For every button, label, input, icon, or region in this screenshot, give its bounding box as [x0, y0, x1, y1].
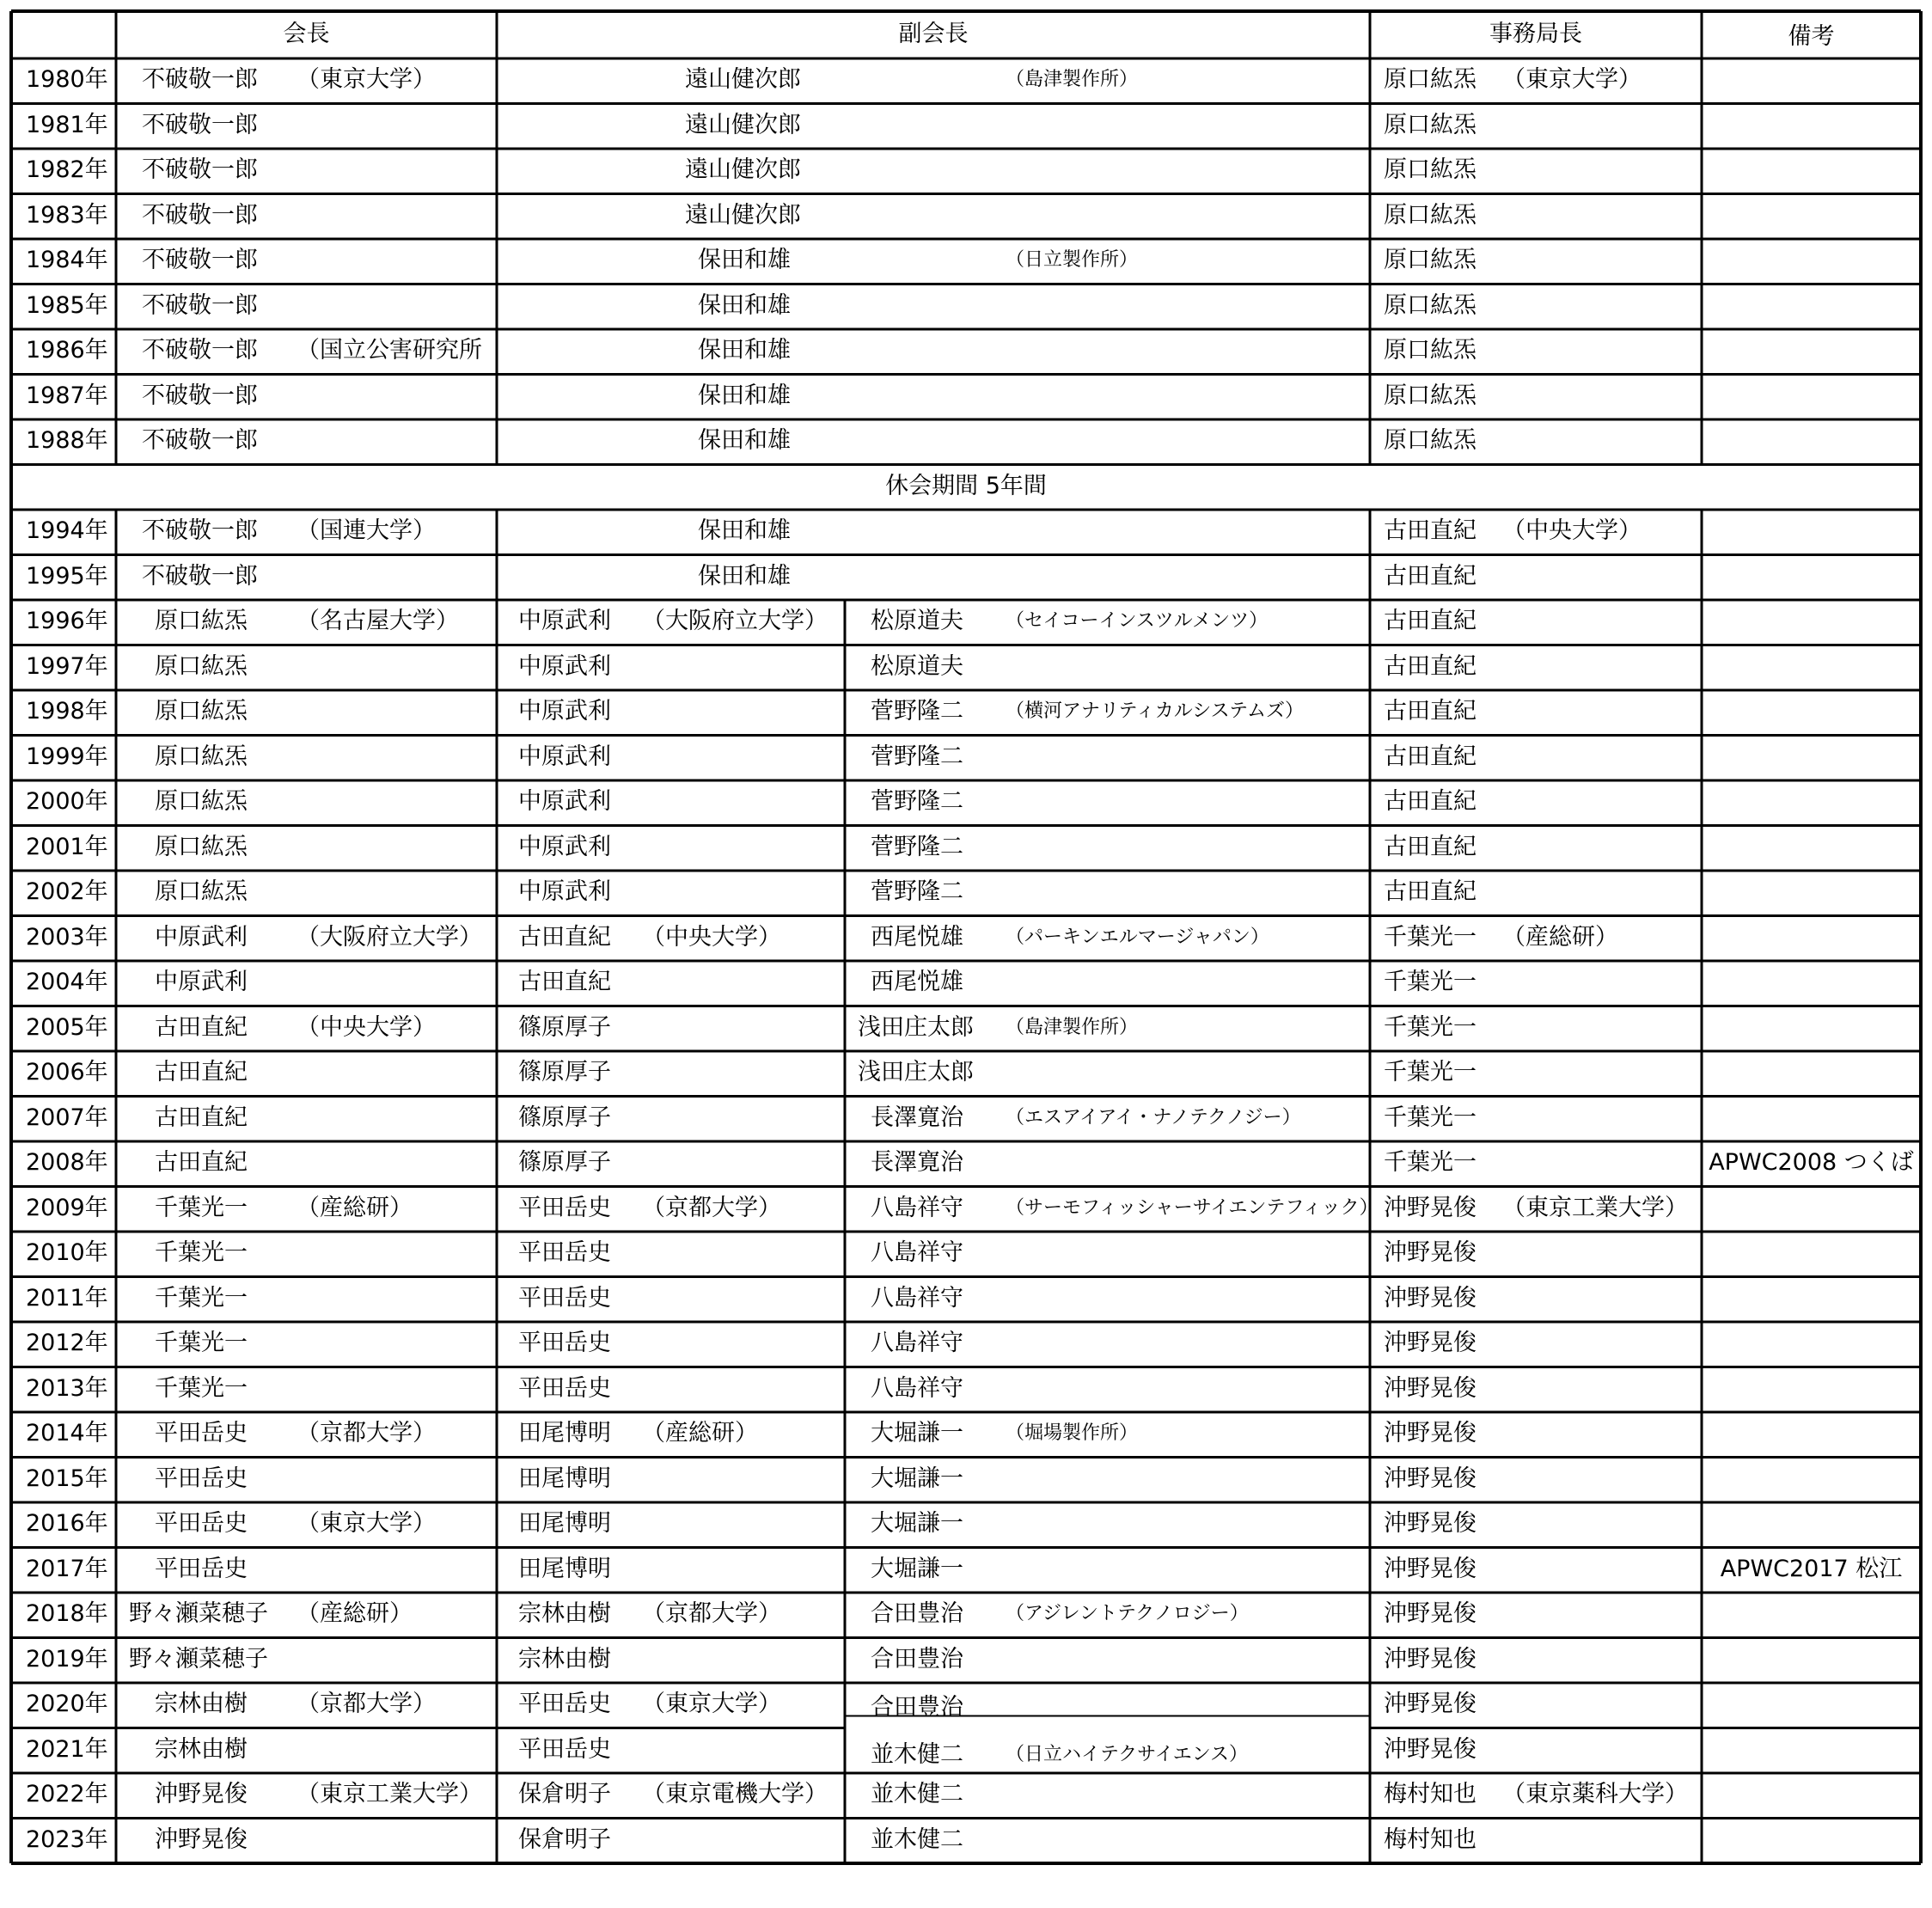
president-name: 不破敬一郎: [142, 66, 258, 94]
president-affiliation: （産総研）: [297, 1194, 413, 1221]
president-name: 沖野晃俊: [155, 1825, 248, 1853]
vice-president-1-affiliation: （京都大学）: [642, 1194, 781, 1221]
president-name: 原口紘炁: [155, 833, 248, 860]
year-cell: 2020年: [26, 1691, 108, 1718]
vice-president-affiliation: （日立製作所）: [1006, 249, 1139, 272]
vice-president-1-name: 田尾博明: [518, 1465, 611, 1492]
president-name: 不破敬一郎: [142, 427, 258, 455]
president-name: 野々瀬菜穂子: [129, 1645, 268, 1673]
secretary-name: 原口紘炁: [1384, 427, 1477, 455]
year-cell: 2016年: [26, 1510, 108, 1538]
secretary-name: 原口紘炁: [1384, 291, 1477, 319]
president-name: 沖野晃俊: [155, 1781, 248, 1808]
vice-president-1-name: 篠原厚子: [518, 1013, 611, 1041]
vice-president-1-name: 中原武利: [518, 652, 611, 680]
year-cell: 2002年: [26, 878, 108, 906]
vice-president-1-name: 保倉明子: [518, 1781, 611, 1808]
secretary-name: 古田直紀: [1384, 562, 1477, 590]
secretary-name: 沖野晃俊: [1384, 1194, 1477, 1221]
secretary-name: 梅村知也: [1384, 1781, 1477, 1808]
secretary-name: 古田直紀: [1384, 833, 1477, 860]
vice-president-name: 遠山健次郎: [685, 201, 801, 229]
secretary-affiliation: （東京大学）: [1502, 66, 1642, 94]
president-name: 平田岳史: [155, 1465, 248, 1492]
president-affiliation: （国立公害研究所: [297, 337, 482, 364]
vice-president-2-affiliation: （堀場製作所）: [1006, 1422, 1139, 1445]
vice-president-1-name: 中原武利: [518, 788, 611, 816]
vice-president-name: 保田和雄: [698, 562, 791, 590]
secretary-name: 千葉光一: [1384, 969, 1477, 996]
vice-president-name: 保田和雄: [698, 291, 791, 319]
secretary-name: 千葉光一: [1384, 1013, 1477, 1041]
year-cell: 1996年: [26, 608, 108, 635]
vice-president-1-name: 平田岳史: [518, 1330, 611, 1357]
year-cell: 1997年: [26, 652, 108, 680]
year-cell: 2012年: [26, 1330, 108, 1357]
president-name: 原口紘炁: [155, 743, 248, 770]
vice-president-2-name: 並木健二: [871, 1781, 963, 1808]
secretary-name: 沖野晃俊: [1384, 1555, 1477, 1582]
vice-president-2-name: 並木健二: [871, 1825, 963, 1853]
vice-president-2-name: 浅田庄太郎: [858, 1059, 974, 1086]
secretary-name: 沖野晃俊: [1384, 1600, 1477, 1628]
year-cell: 2003年: [26, 923, 108, 951]
president-affiliation: （名古屋大学）: [297, 608, 459, 635]
vice-president-2-name: 大堀謙一: [871, 1555, 963, 1582]
president-name: 宗林由樹: [155, 1691, 248, 1718]
president-name: 原口紘炁: [155, 788, 248, 816]
vice-president-2-name: 西尾悦雄: [871, 969, 963, 996]
secretary-name: 千葉光一: [1384, 923, 1477, 951]
header-secretary: 事務局長: [1489, 20, 1582, 47]
vice-president-1-name: 田尾博明: [518, 1555, 611, 1582]
secretary-affiliation: （中央大学）: [1502, 517, 1642, 545]
president-name: 不破敬一郎: [142, 156, 258, 184]
president-name: 不破敬一郎: [142, 562, 258, 590]
vice-president-2-name: 合田豊治: [871, 1600, 963, 1628]
vice-president-2-name: 浅田庄太郎: [858, 1013, 974, 1041]
president-name: 中原武利: [155, 923, 248, 951]
year-cell: 2021年: [26, 1735, 108, 1763]
vice-president-1-name: 平田岳史: [518, 1194, 611, 1221]
header-vice-president: 副会長: [898, 20, 969, 47]
vice-president-affiliation: （島津製作所）: [1006, 69, 1139, 91]
year-cell: 1980年: [26, 66, 108, 94]
vice-president-2-name: 八島祥守: [871, 1330, 963, 1357]
year-cell: 1984年: [26, 247, 108, 274]
vice-president-1-name: 篠原厚子: [518, 1059, 611, 1086]
secretary-name: 沖野晃俊: [1384, 1239, 1477, 1267]
secretary-name: 沖野晃俊: [1384, 1645, 1477, 1673]
year-cell: 1999年: [26, 743, 108, 770]
vice-president-2-name: 八島祥守: [871, 1239, 963, 1267]
year-cell: 2007年: [26, 1104, 108, 1131]
vice-president-name: 遠山健次郎: [685, 156, 801, 184]
year-cell: 2010年: [26, 1239, 108, 1267]
secretary-name: 千葉光一: [1384, 1149, 1477, 1177]
president-name: 野々瀬菜穂子: [129, 1600, 268, 1628]
year-cell: 2019年: [26, 1645, 108, 1673]
president-affiliation: （大阪府立大学）: [297, 923, 482, 951]
notes-cell: APWC2017 松江: [1720, 1555, 1903, 1582]
president-name: 不破敬一郎: [142, 201, 258, 229]
vice-president-1-affiliation: （東京電機大学）: [642, 1781, 828, 1808]
vice-president-2-affiliation: （横河アナリティカルシステムズ）: [1006, 700, 1305, 723]
vice-president-2-name: 菅野隆二: [871, 788, 963, 816]
vice-president-1-affiliation: （中央大学）: [642, 923, 781, 951]
vice-president-2-name: 菅野隆二: [871, 833, 963, 860]
vice-president-1-name: 篠原厚子: [518, 1104, 611, 1131]
president-name: 不破敬一郎: [142, 337, 258, 364]
vice-president-2-affiliation: （エスアイアイ・ナノテクノジー）: [1006, 1106, 1301, 1128]
vice-president-2-affiliation: （セイコーインスツルメンツ）: [1006, 610, 1269, 633]
vice-president-1-name: 平田岳史: [518, 1374, 611, 1402]
secretary-name: 古田直紀: [1384, 788, 1477, 816]
president-name: 古田直紀: [155, 1059, 248, 1086]
year-cell: 2009年: [26, 1194, 108, 1221]
vice-president-name: 保田和雄: [698, 382, 791, 409]
president-name: 不破敬一郎: [142, 517, 258, 545]
year-cell: 2013年: [26, 1374, 108, 1402]
year-cell: 1986年: [26, 337, 108, 364]
year-cell: 2006年: [26, 1059, 108, 1086]
year-cell: 2014年: [26, 1420, 108, 1447]
vice-president-1-name: 保倉明子: [518, 1825, 611, 1853]
year-cell: 2018年: [26, 1600, 108, 1628]
year-cell: 1998年: [26, 698, 108, 725]
secretary-name: 古田直紀: [1384, 743, 1477, 770]
secretary-name: 沖野晃俊: [1384, 1691, 1477, 1718]
vice-president-2-name: 菅野隆二: [871, 878, 963, 906]
secretary-name: 沖野晃俊: [1384, 1374, 1477, 1402]
secretary-name: 沖野晃俊: [1384, 1330, 1477, 1357]
vice-president-2-name: 松原道夫: [871, 652, 963, 680]
vice-president-name: 保田和雄: [698, 337, 791, 364]
secretary-name: 古田直紀: [1384, 652, 1477, 680]
vice-president-1-name: 田尾博明: [518, 1510, 611, 1538]
president-name: 古田直紀: [155, 1104, 248, 1131]
president-name: 不破敬一郎: [142, 291, 258, 319]
year-cell: 1985年: [26, 291, 108, 319]
president-name: 平田岳史: [155, 1510, 248, 1538]
president-affiliation: （中央大学）: [297, 1013, 436, 1041]
vice-president-1-affiliation: （産総研）: [642, 1420, 758, 1447]
vice-president-1-name: 宗林由樹: [518, 1645, 611, 1673]
president-name: 宗林由樹: [155, 1735, 248, 1763]
secretary-name: 原口紘炁: [1384, 247, 1477, 274]
vice-president-1-name: 田尾博明: [518, 1420, 611, 1447]
year-cell: 1988年: [26, 427, 108, 455]
vice-president-2-name: 八島祥守: [871, 1194, 963, 1221]
president-name: 千葉光一: [155, 1239, 248, 1267]
president-name: 不破敬一郎: [142, 382, 258, 409]
vice-president-1-name: 平田岳史: [518, 1239, 611, 1267]
president-affiliation: （京都大学）: [297, 1420, 436, 1447]
vice-president-2-name: 長澤寛治: [871, 1104, 963, 1131]
notes-cell: APWC2008 つくば: [1709, 1149, 1914, 1177]
vice-president-2-name: 八島祥守: [871, 1374, 963, 1402]
year-cell: 1983年: [26, 201, 108, 229]
president-name: 平田岳史: [155, 1420, 248, 1447]
secretary-name: 原口紘炁: [1384, 156, 1477, 184]
year-cell: 2022年: [26, 1781, 108, 1808]
year-cell: 2008年: [26, 1149, 108, 1177]
president-name: 原口紘炁: [155, 608, 248, 635]
vice-president-name: 保田和雄: [698, 517, 791, 545]
vice-president-1-name: 宗林由樹: [518, 1600, 611, 1628]
vice-president-name: 保田和雄: [698, 247, 791, 274]
year-cell: 2023年: [26, 1825, 108, 1853]
secretary-name: 沖野晃俊: [1384, 1510, 1477, 1538]
president-affiliation: （産総研）: [297, 1600, 413, 1628]
year-cell: 1987年: [26, 382, 108, 409]
president-name: 中原武利: [155, 969, 248, 996]
vice-president-2-name: 八島祥守: [871, 1284, 963, 1312]
secretary-name: 原口紘炁: [1384, 66, 1477, 94]
president-name: 原口紘炁: [155, 652, 248, 680]
secretary-name: 古田直紀: [1384, 698, 1477, 725]
vice-president-2-name: 西尾悦雄: [871, 923, 963, 951]
year-cell: 1995年: [26, 562, 108, 590]
secretary-name: 原口紘炁: [1384, 382, 1477, 409]
vice-president-2-affiliation: （日立ハイテクサイエンス）: [1006, 1743, 1249, 1765]
president-affiliation: （京都大学）: [297, 1691, 436, 1718]
vice-president-1-affiliation: （東京大学）: [642, 1691, 781, 1718]
secretary-name: 古田直紀: [1384, 608, 1477, 635]
vice-president-1-name: 篠原厚子: [518, 1149, 611, 1177]
president-name: 不破敬一郎: [142, 111, 258, 138]
year-cell: 1994年: [26, 517, 108, 545]
president-affiliation: （国連大学）: [297, 517, 436, 545]
president-name: 千葉光一: [155, 1284, 248, 1312]
year-cell: 1982年: [26, 156, 108, 184]
vice-president-2-name: 菅野隆二: [871, 698, 963, 725]
recess-label: 休会期間 5年間: [885, 472, 1047, 499]
year-cell: 2011年: [26, 1284, 108, 1312]
vice-president-2-affiliation: （パーキンエルマージャパン）: [1006, 926, 1269, 948]
vice-president-1-name: 古田直紀: [518, 969, 611, 996]
vice-president-1-affiliation: （京都大学）: [642, 1600, 781, 1628]
year-cell: 2017年: [26, 1555, 108, 1582]
secretary-affiliation: （東京薬科大学）: [1502, 1781, 1688, 1808]
year-cell: 1981年: [26, 111, 108, 138]
president-affiliation: （東京大学）: [297, 1510, 436, 1538]
president-name: 原口紘炁: [155, 878, 248, 906]
secretary-affiliation: （東京工業大学）: [1502, 1194, 1688, 1221]
vice-president-2-name: 大堀謙一: [871, 1465, 963, 1492]
header-notes: 備考: [1788, 22, 1835, 50]
vice-president-2-affiliation: （サーモフィッシャーサイエンテフィック）: [1006, 1196, 1379, 1219]
president-name: 不破敬一郎: [142, 247, 258, 274]
vice-president-1-name: 平田岳史: [518, 1691, 611, 1718]
vice-president-2-name: 大堀謙一: [871, 1510, 963, 1538]
president-name: 原口紘炁: [155, 698, 248, 725]
vice-president-1-name: 平田岳史: [518, 1735, 611, 1763]
secretary-name: 原口紘炁: [1384, 111, 1477, 138]
president-name: 千葉光一: [155, 1330, 248, 1357]
vice-president-2-name: 合田豊治: [871, 1645, 963, 1673]
secretary-name: 沖野晃俊: [1384, 1284, 1477, 1312]
vice-president-2-name: 長澤寛治: [871, 1149, 963, 1177]
president-name: 平田岳史: [155, 1555, 248, 1582]
vice-president-1-name: 中原武利: [518, 608, 611, 635]
vice-president-2-name: 松原道夫: [871, 608, 963, 635]
secretary-name: 原口紘炁: [1384, 201, 1477, 229]
vice-president-1-name: 中原武利: [518, 878, 611, 906]
year-cell: 2004年: [26, 969, 108, 996]
vice-president-2-affiliation: （アジレントテクノロジー）: [1006, 1603, 1249, 1625]
vice-president-2-name: 菅野隆二: [871, 743, 963, 770]
vice-president-name: 遠山健次郎: [685, 111, 801, 138]
year-cell: 2001年: [26, 833, 108, 860]
president-name: 古田直紀: [155, 1013, 248, 1041]
secretary-name: 梅村知也: [1384, 1825, 1477, 1853]
vice-president-1-affiliation: （大阪府立大学）: [642, 608, 828, 635]
president-name: 千葉光一: [155, 1374, 248, 1402]
secretary-name: 古田直紀: [1384, 878, 1477, 906]
secretary-name: 沖野晃俊: [1384, 1420, 1477, 1447]
president-affiliation: （東京工業大学）: [297, 1781, 482, 1808]
secretary-affiliation: （産総研）: [1502, 923, 1618, 951]
vice-president-2-name: 並木健二: [871, 1740, 963, 1768]
vice-president-2-name: 大堀謙一: [871, 1420, 963, 1447]
vice-president-2-name: 合田豊治: [871, 1694, 963, 1721]
vice-president-2-affiliation: （島津製作所）: [1006, 1016, 1139, 1038]
secretary-name: 沖野晃俊: [1384, 1465, 1477, 1492]
secretary-name: 古田直紀: [1384, 517, 1477, 545]
year-cell: 2005年: [26, 1013, 108, 1041]
vice-president-name: 保田和雄: [698, 427, 791, 455]
vice-president-1-name: 平田岳史: [518, 1284, 611, 1312]
secretary-name: 千葉光一: [1384, 1059, 1477, 1086]
vice-president-name: 遠山健次郎: [685, 66, 801, 94]
year-cell: 2015年: [26, 1465, 108, 1492]
vice-president-1-name: 中原武利: [518, 743, 611, 770]
president-name: 古田直紀: [155, 1149, 248, 1177]
secretary-name: 原口紘炁: [1384, 337, 1477, 364]
header-president: 会長: [283, 20, 330, 47]
vice-president-1-name: 中原武利: [518, 833, 611, 860]
president-affiliation: （東京大学）: [297, 66, 436, 94]
vice-president-1-name: 古田直紀: [518, 923, 611, 951]
year-cell: 2000年: [26, 788, 108, 816]
president-name: 千葉光一: [155, 1194, 248, 1221]
secretary-name: 千葉光一: [1384, 1104, 1477, 1131]
secretary-name: 沖野晃俊: [1384, 1735, 1477, 1763]
vice-president-1-name: 中原武利: [518, 698, 611, 725]
